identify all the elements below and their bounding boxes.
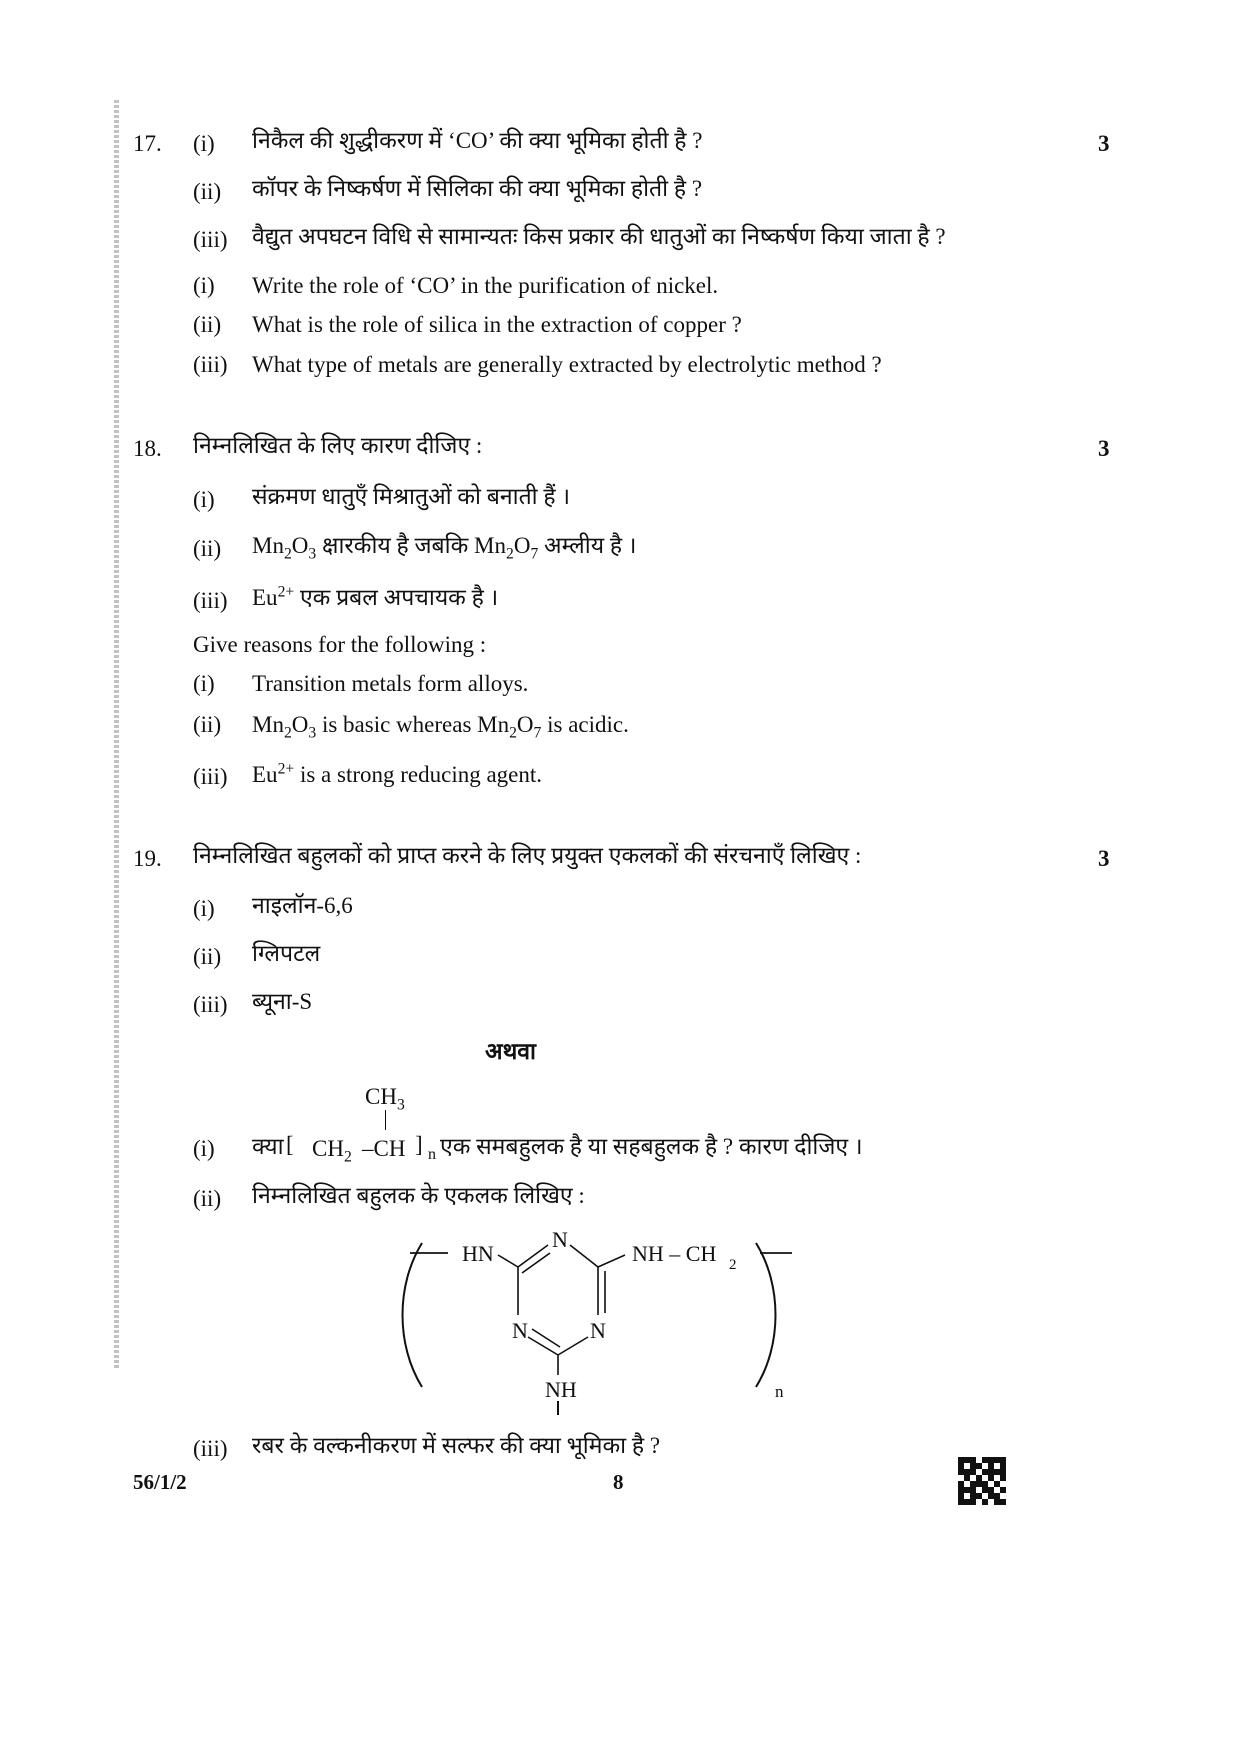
- struct-n-top: N: [552, 1227, 568, 1252]
- q19-alt-ii-label: (ii): [193, 1186, 222, 1211]
- q17-e2-text: What is the role of silica in the extraction of copper ?: [252, 312, 742, 337]
- q18-e3-label: (iii): [193, 764, 228, 789]
- q17-marks: 3: [1098, 131, 1110, 156]
- struct-n-right: N: [590, 1318, 606, 1343]
- footer-page: 8: [613, 1470, 624, 1494]
- q19-item2-text: ग्लिपटल: [252, 941, 321, 966]
- q19-or: अथवा: [485, 1039, 537, 1064]
- q18-intro-hindi: निम्नलिखित के लिए कारण दीजिए :: [193, 433, 483, 458]
- q19-alt-iii-label: (iii): [193, 1436, 228, 1461]
- q18-h2-label: (ii): [193, 536, 222, 561]
- melamine-formaldehyde-structure: [400, 1225, 800, 1415]
- q18-number: 18.: [133, 436, 162, 461]
- q19-alt-i-right-bracket: ]: [415, 1132, 423, 1157]
- q18-marks: 3: [1098, 436, 1110, 461]
- q19-item2-label: (ii): [193, 944, 222, 969]
- bond-ring-5b: [532, 1329, 560, 1347]
- q19-alt-i-ch2: $CH_2$: [312, 1136, 352, 1166]
- q19-number: 19.: [133, 846, 162, 871]
- q19-alt-i-kya: क्या: [252, 1134, 284, 1159]
- q19-alt-i-rest: एक समबहुलक है या सहबहुलक है ? कारण दीजिए ।: [440, 1134, 863, 1159]
- q17-h2-text: कॉपर के निष्कर्षण में सिलिका की क्या भूमिका होती है ?: [252, 176, 703, 201]
- q19-alt-i-n: n: [428, 1146, 436, 1163]
- q19-item3-text: ब्यूना-S: [252, 989, 313, 1014]
- q17-h2-label: (ii): [193, 179, 222, 204]
- q18-h1-label: (i): [193, 487, 215, 512]
- q18-h3-label: (iii): [193, 588, 228, 613]
- q18-h2-text: $Mn_2O_3$ क्षारकीय है जबकि $Mn_2O_7$ अम्लीय है ।: [252, 533, 637, 563]
- struct-n-sub: n: [775, 1382, 784, 1401]
- q18-e1-label: (i): [193, 671, 215, 696]
- struct-nh-bottom: NH: [545, 1377, 577, 1402]
- q19-alt-i-ch3: $CH_3$: [365, 1084, 405, 1114]
- q17-h3-label: (iii): [193, 227, 228, 252]
- q19-alt-i-bond: [385, 1110, 386, 1130]
- struct-ch2-sub: 2: [729, 1257, 737, 1273]
- margin-strip: [114, 100, 119, 1370]
- struct-hn: HN: [462, 1241, 494, 1266]
- struct-n-left: N: [512, 1318, 528, 1343]
- bond-ring-2: [570, 1245, 598, 1267]
- bond-ring-1: [518, 1245, 548, 1267]
- q18-e3-text: $Eu^{2+}$ is a strong reducing agent.: [252, 760, 543, 787]
- q17-h1-text: निकैल की शुद्धीकरण में ‘CO’ की क्या भूमिका होती है ?: [252, 128, 703, 153]
- struct-nh-ch2: NH – CH: [632, 1241, 717, 1266]
- q17-h3-text: वैद्युत अपघटन विधि से सामान्यतः किस प्रकार की धातुओं का निष्कर्षण किया जाता है ?: [252, 224, 946, 249]
- q19-alt-iii-text: रबर के वल्कनीकरण में सल्फर की क्या भूमिका है ?: [252, 1433, 661, 1458]
- q17-e3-text: What type of metals are generally extracted by electrolytic method ?: [252, 352, 882, 377]
- q17-e1-text: Write the role of ‘CO’ in the purification of nickel.: [252, 273, 719, 298]
- q19-alt-i-left-bracket: [: [286, 1132, 294, 1157]
- q19-alt-i-label: (i): [193, 1136, 215, 1161]
- q19-alt-i-ch: –CH: [362, 1136, 406, 1161]
- q19-item1-label: (i): [193, 896, 215, 921]
- q19-intro: निम्नलिखित बहुलकों को प्राप्त करने के लिए प्रयुक्त एकलकों की संरचनाएँ लिखिए :: [193, 843, 862, 868]
- q17-e3-label: (iii): [193, 352, 228, 377]
- bond-ring-5: [528, 1337, 558, 1355]
- right-parenthesis: [756, 1243, 776, 1387]
- bond-nh: [598, 1255, 625, 1267]
- q18-h3-text: $Eu^{2+}$ एक प्रबल अपचायक है ।: [252, 583, 499, 610]
- q19-item1-text: नाइलॉन-6,6: [252, 893, 353, 918]
- q19-marks: 3: [1098, 846, 1110, 871]
- bond-hn: [498, 1255, 518, 1267]
- q18-intro-english: Give reasons for the following :: [193, 632, 487, 657]
- q17-e1-label: (i): [193, 273, 215, 298]
- q18-h1-text: संक्रमण धातुएँ मिश्रातुओं को बनाती हैं ।: [252, 484, 571, 509]
- qr-code: [958, 1457, 1006, 1505]
- q17-number: 17.: [133, 131, 162, 156]
- q17-e2-label: (ii): [193, 312, 222, 337]
- q19-alt-ii-text: निम्नलिखित बहुलक के एकलक लिखिए :: [252, 1183, 585, 1208]
- footer-code: 56/1/2: [133, 1470, 187, 1494]
- bond-ring-1b: [522, 1253, 550, 1273]
- left-parenthesis: [403, 1243, 423, 1387]
- q17-h1-label: (i): [193, 131, 215, 156]
- q19-item3-label: (iii): [193, 992, 228, 1017]
- q18-e2-label: (ii): [193, 712, 222, 737]
- q18-e1-text: Transition metals form alloys.: [252, 671, 529, 696]
- q18-e2-text: $Mn_2O_3$ is basic whereas $Mn_2O_7$ is acidic.: [252, 712, 629, 742]
- bond-ring-6: [558, 1337, 588, 1355]
